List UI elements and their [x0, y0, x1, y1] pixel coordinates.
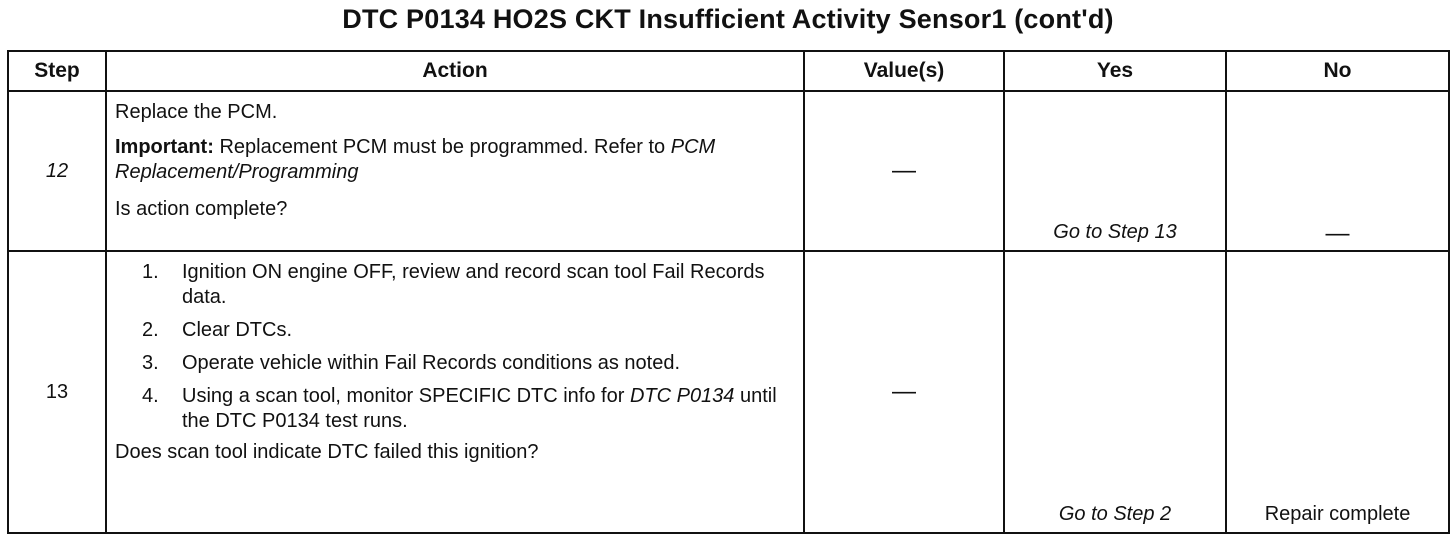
step-number: 13: [8, 251, 106, 533]
action-line: Replace the PCM.: [115, 101, 278, 123]
diagnostic-table: [7, 50, 1450, 534]
list-number: 1.: [142, 261, 159, 283]
list-number: 3.: [142, 352, 159, 374]
action-question: Does scan tool indicate DTC failed this ignition?: [115, 441, 539, 463]
important-label: Important:: [115, 136, 214, 158]
value-cell: —: [804, 251, 1004, 533]
list-item: [115, 376, 795, 434]
table-header-row: [8, 51, 1449, 91]
list-text-a: Using a scan tool, monitor SPECIFIC DTC info for: [182, 385, 630, 407]
yes-cell: Go to Step 2: [1004, 251, 1226, 533]
header-values: Value(s): [804, 51, 1004, 91]
list-number: 4.: [142, 385, 159, 407]
no-cell: —: [1226, 91, 1449, 251]
list-text: Ignition ON engine OFF, review and record scan tool Fail Records data.: [182, 261, 765, 308]
value-cell: —: [804, 91, 1004, 251]
list-item: [115, 310, 795, 343]
list-item: [115, 343, 795, 376]
table-row: [8, 91, 1449, 251]
no-cell: Repair complete: [1226, 251, 1449, 533]
page-title: DTC P0134 HO2S CKT Insufficient Activity Sensor1 (cont'd): [342, 4, 1114, 34]
action-question: Is action complete?: [115, 198, 288, 220]
header-action: Action: [106, 51, 804, 91]
table-row: [8, 251, 1449, 533]
action-cell: [106, 251, 804, 533]
action-cell: [106, 91, 804, 251]
list-text-b: until the DTC P0134 test runs.: [182, 385, 777, 432]
list-item: [115, 260, 795, 310]
action-steps-list: [115, 252, 795, 434]
step-number: 12: [8, 91, 106, 251]
header-yes: Yes: [1004, 51, 1226, 91]
important-note: [115, 125, 795, 185]
list-text-italic: DTC P0134: [629, 385, 735, 407]
header-no: No: [1226, 51, 1449, 91]
list-number: 2.: [142, 319, 159, 341]
list-text: Clear DTCs.: [182, 319, 293, 341]
yes-cell: Go to Step 13: [1004, 91, 1226, 251]
reference-link: PCM Replacement/Programming: [115, 136, 716, 183]
header-step: Step: [8, 51, 106, 91]
important-text: Replacement PCM must be programmed. Refer to: [213, 136, 671, 158]
list-text: Operate vehicle within Fail Records conditions as noted.: [182, 352, 681, 374]
